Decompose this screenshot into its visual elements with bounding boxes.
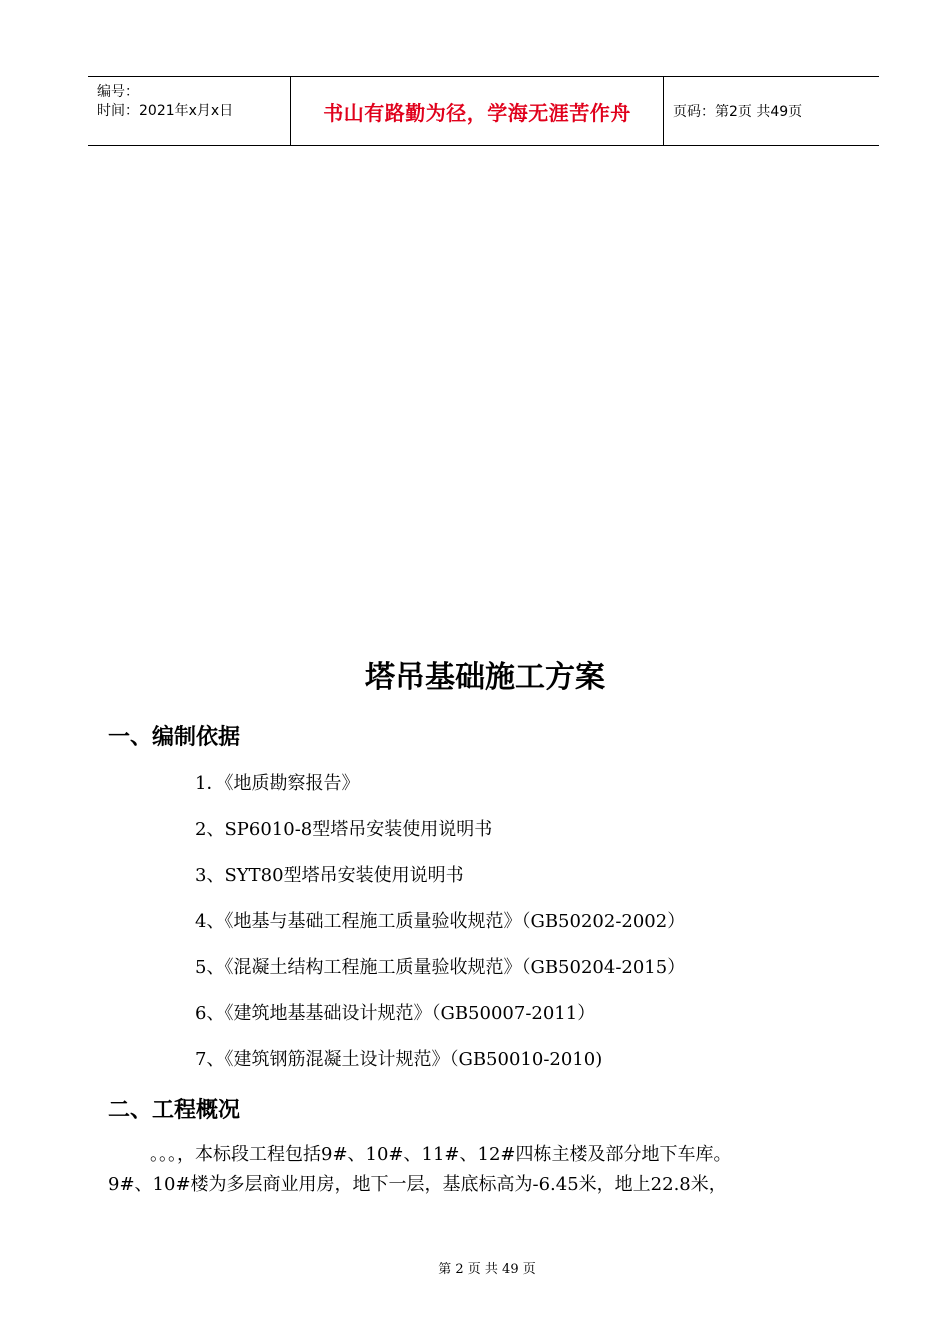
section-heading-overview: 二、工程概况 <box>108 1098 241 1123</box>
header-motto-cell <box>291 77 664 145</box>
reference-item: 4、《地基与基础工程施工质量验收规范》（GB50202-2002） <box>195 911 686 932</box>
reference-item: 2、SP6010-8型塔吊安装使用说明书 <box>195 819 493 840</box>
paragraph-line: 。。。，本标段工程包括9#、10#、11#、12#四栋主楼及部分地下车库。 <box>150 1144 732 1165</box>
page-footer: 第 2 页 共 49 页 <box>438 1262 536 1277</box>
document-number-label: 编号： <box>97 84 139 100</box>
header-page-cell <box>664 77 879 145</box>
document-time-label: 时间：2021年x月x日 <box>97 103 234 119</box>
reference-item: 5、《混凝土结构工程施工质量验收规范》（GB50204-2015） <box>195 957 686 978</box>
document-title: 塔吊基础施工方案 <box>365 660 605 695</box>
section-heading-basis: 一、编制依据 <box>108 725 241 750</box>
reference-item: 6、《建筑地基基础设计规范》（GB50007-2011） <box>195 1003 596 1024</box>
reference-item: 1．《地质勘察报告》 <box>195 773 360 794</box>
reference-item: 7、《建筑钢筋混凝土设计规范》（GB50010-2010) <box>195 1049 603 1070</box>
reference-item: 3、SYT80型塔吊安装使用说明书 <box>195 865 464 886</box>
header-page-number: 页码：第2页 共49页 <box>673 104 803 120</box>
header-motto: 书山有路勤为径，学海无涯苦作舟 <box>323 100 631 125</box>
header-meta-cell <box>88 77 291 145</box>
paragraph-line: 9#、10#楼为多层商业用房，地下一层，基底标高为-6.45米，地上22.8米， <box>108 1174 727 1195</box>
page-header <box>88 76 879 146</box>
